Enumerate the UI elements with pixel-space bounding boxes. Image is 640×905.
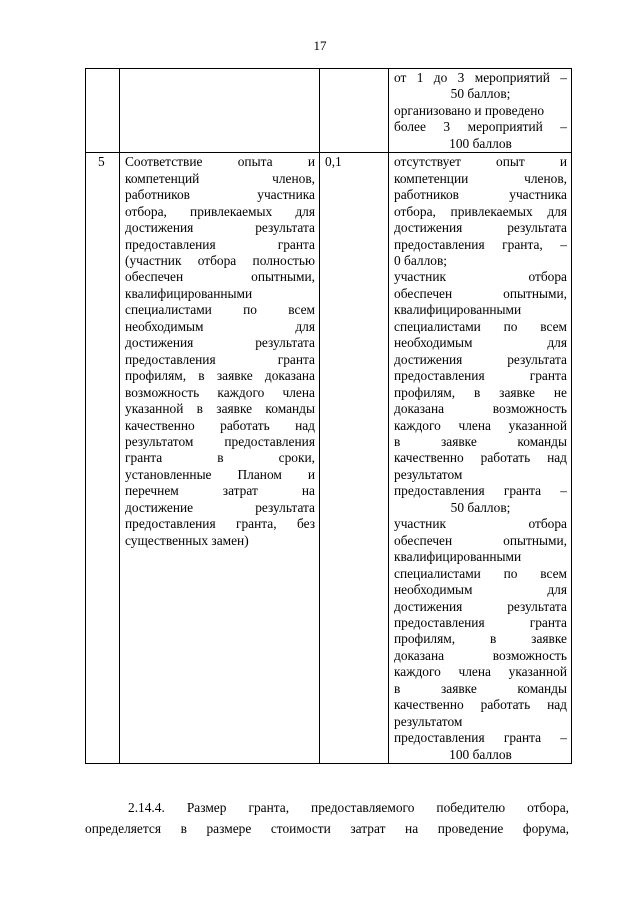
scoring-criteria <box>389 153 571 763</box>
text-line: каждого члена указанной <box>394 664 567 680</box>
text-line: установленные Планом и <box>125 466 315 482</box>
text-line: более 3 мероприятий – <box>394 119 567 135</box>
text-line: обеспечен опытными, <box>394 285 567 301</box>
text-line: (участник отбора полностью <box>125 252 315 268</box>
paragraph-line: определяется в размере стоимости затрат на проведение форума, <box>85 821 569 836</box>
text-line: участник отбора <box>394 269 567 285</box>
text-line: необходимым для <box>394 582 567 598</box>
text-line: работников участника <box>394 187 567 203</box>
criteria-text-continued <box>389 69 571 152</box>
row-number: 5 <box>98 154 105 170</box>
paragraph-2-14-4 <box>85 797 569 839</box>
text-line: предоставления гранта, – <box>394 236 567 252</box>
text-line: работников участника <box>125 187 315 203</box>
table-row-5 <box>86 153 572 764</box>
text-line: отбора, привлекаемых для <box>394 203 567 219</box>
text-line: 50 баллов; <box>450 86 511 102</box>
text-line: качественно работать над <box>394 450 567 466</box>
text-line: участник отбора <box>394 516 567 532</box>
criterion-description <box>120 153 319 549</box>
text-line: обеспечен опытными, <box>125 269 315 285</box>
text-line: предоставления гранта – <box>394 483 567 499</box>
text-line: необходимым для <box>125 318 315 334</box>
text-line: специалистами по всем <box>125 302 315 318</box>
text-line: профилям, в заявке доказана <box>125 368 315 384</box>
weight-coefficient: 0,1 <box>325 154 342 170</box>
cell-description <box>120 153 320 764</box>
text-line: 100 баллов <box>449 746 512 762</box>
criteria-table <box>85 68 572 764</box>
text-line: доказана возможность <box>394 401 567 417</box>
text-line: предоставления гранта – <box>394 730 567 746</box>
text-line: в заявке команды <box>394 433 567 449</box>
text-line: результатом <box>394 713 463 729</box>
text-line: Соответствие опыта и <box>125 154 315 170</box>
text-line: достижения результата <box>125 335 315 351</box>
text-line: предоставления гранта <box>394 614 567 630</box>
text-line: существенных замен) <box>125 532 249 548</box>
text-line: квалифицированными <box>125 285 253 301</box>
cell-description-empty <box>120 69 320 153</box>
text-line: компетенций членов, <box>125 170 315 186</box>
cell-criteria-continued <box>389 69 572 153</box>
text-line: достижения результата <box>394 220 567 236</box>
text-line: предоставления гранта <box>125 236 315 252</box>
text-line: результатом <box>394 466 463 482</box>
cell-weight-empty <box>320 69 389 153</box>
text-line: организовано и проведено <box>394 102 545 118</box>
table-row-continued <box>86 69 572 153</box>
cell-number <box>86 153 120 764</box>
text-line: квалифицированными <box>394 549 522 565</box>
text-line: достижения результата <box>394 598 567 614</box>
text-line: гранта в сроки, <box>125 450 315 466</box>
text-line: каждого члена указанной <box>394 417 567 433</box>
text-line: доказана возможность <box>394 647 567 663</box>
text-line: отсутствует опыт и <box>394 154 567 170</box>
text-line: достижение результата <box>125 499 315 515</box>
text-line: необходимым для <box>394 335 567 351</box>
cell-criteria <box>389 153 572 764</box>
cell-number-empty <box>86 69 120 153</box>
text-line: 50 баллов; <box>450 499 511 515</box>
text-line: качественно работать над <box>125 417 315 433</box>
text-line: перечнем затрат на <box>125 483 315 499</box>
text-line: в заявке команды <box>394 680 567 696</box>
text-line: указанной в заявке команды <box>125 401 315 417</box>
text-line: достижения результата <box>394 351 567 367</box>
paragraph-line: 2.14.4. Размер гранта, предоставляемого победителю отбора, <box>128 800 569 815</box>
text-line: предоставления гранта <box>394 368 567 384</box>
text-line: достижения результата <box>125 220 315 236</box>
text-line: от 1 до 3 мероприятий – <box>394 70 567 85</box>
text-line: специалистами по всем <box>394 318 567 334</box>
cell-weight <box>320 153 389 764</box>
page-number: 17 <box>313 38 327 53</box>
text-line: предоставления гранта <box>125 351 315 367</box>
text-line: компетенции членов, <box>394 170 567 186</box>
text-line: специалистами по всем <box>394 565 567 581</box>
text-line: 0 баллов; <box>394 252 448 268</box>
text-line: предоставления гранта, без <box>125 516 315 532</box>
text-line: отбора, привлекаемых для <box>125 203 315 219</box>
text-line: качественно работать над <box>394 697 567 713</box>
text-line: профилям, в заявке не <box>394 384 567 400</box>
text-line: 100 баллов <box>449 135 512 151</box>
text-line: обеспечен опытными, <box>394 532 567 548</box>
text-line: профилям, в заявке <box>394 631 567 647</box>
text-line: результатом предоставления <box>125 433 315 449</box>
text-line: квалифицированными <box>394 302 522 318</box>
text-line: возможность каждого члена <box>125 384 315 400</box>
